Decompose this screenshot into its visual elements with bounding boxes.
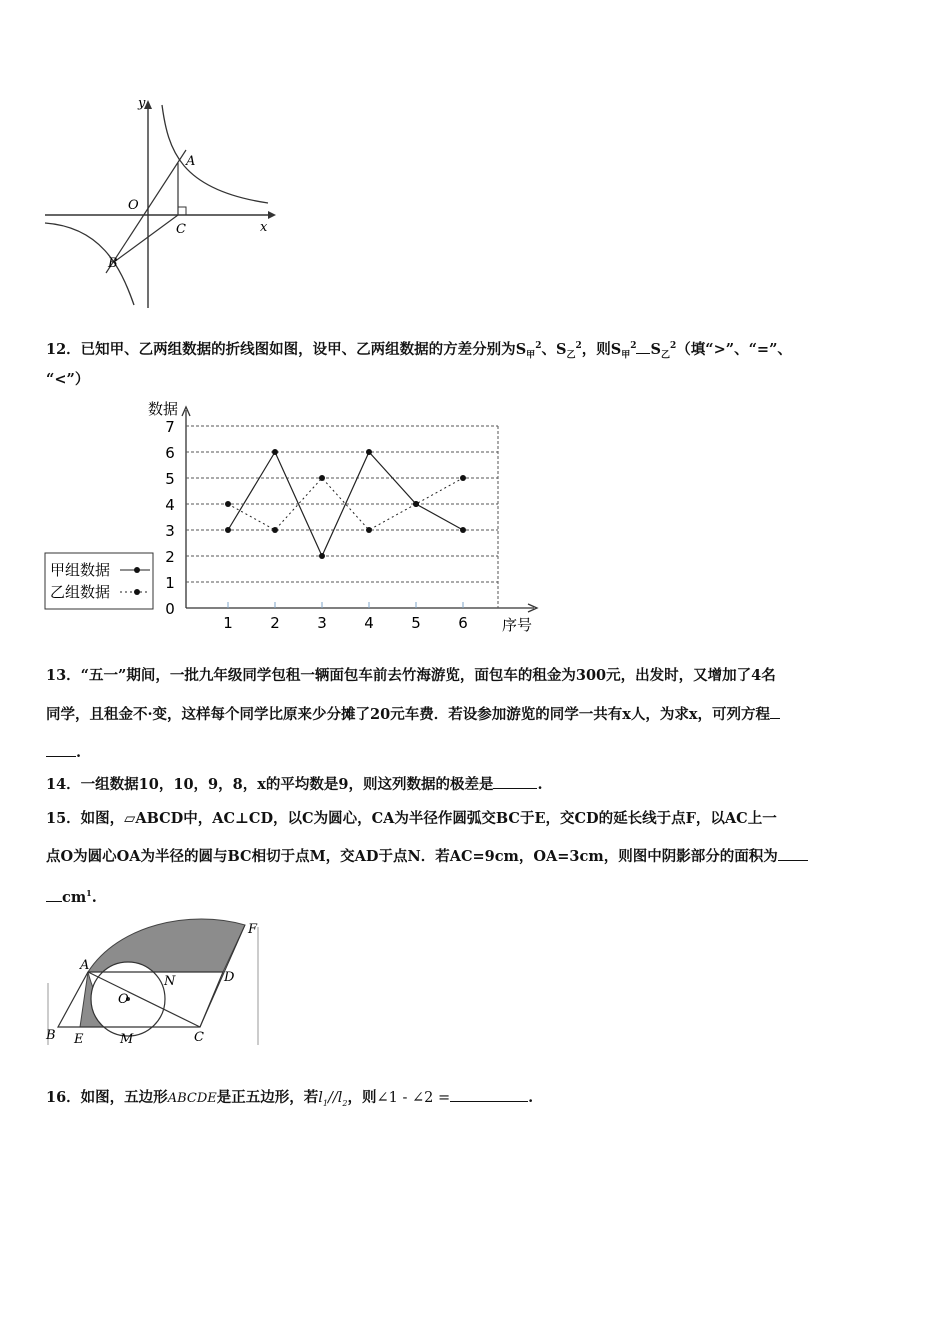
label-B: B bbox=[46, 1028, 56, 1043]
q14-end: . bbox=[537, 776, 543, 793]
legend-marker-2 bbox=[134, 589, 140, 595]
data-point-series-1 bbox=[460, 527, 466, 533]
q13-answer-blank-b[interactable] bbox=[46, 742, 76, 757]
q13-end: . bbox=[76, 744, 82, 761]
shaded-sector bbox=[88, 919, 245, 972]
data-point-series-2 bbox=[460, 475, 466, 481]
legend-marker-1 bbox=[134, 567, 140, 573]
q12-sub-jia-2: 甲 bbox=[621, 350, 631, 361]
label-A: A bbox=[80, 958, 90, 973]
segment-BC bbox=[114, 215, 178, 262]
label-A: A bbox=[186, 154, 196, 169]
label-M: M bbox=[120, 1032, 134, 1047]
q12-sub-yi: 乙 bbox=[566, 350, 576, 361]
y-tick-label: 7 bbox=[165, 418, 175, 436]
y-axis-label: 数据 bbox=[148, 400, 179, 418]
q16-l2-sub: 2 bbox=[342, 1098, 348, 1108]
y-tick-label: 3 bbox=[165, 522, 175, 540]
parallelogram-figure bbox=[40, 905, 270, 1055]
label-O: O bbox=[118, 992, 129, 1007]
label-C: C bbox=[176, 222, 186, 237]
label-D: D bbox=[224, 970, 235, 985]
label-y: y bbox=[138, 96, 146, 111]
hyperbola-branch-lower bbox=[45, 223, 134, 305]
line-chart bbox=[40, 398, 550, 638]
q12-tail: （填“>”、“=”、 bbox=[676, 340, 792, 358]
question-15-line1: 15．如图，▱ABCD中，AC⊥CD，以C为圆心，CA为半径作圆弧交BC于E，交CD的延长线于点F，以AC上一 bbox=[46, 810, 777, 827]
y-tick-label: 4 bbox=[165, 496, 175, 514]
q12-sep: 、 bbox=[541, 340, 556, 358]
data-point-series-2 bbox=[225, 501, 231, 507]
q12-s-yi: S bbox=[555, 340, 567, 358]
label-E: E bbox=[74, 1032, 84, 1047]
q16-end: . bbox=[528, 1089, 534, 1106]
line-AB bbox=[106, 150, 186, 273]
question-13-line2 bbox=[46, 704, 780, 725]
q15-answer-blank-b[interactable] bbox=[46, 887, 62, 902]
x-axis-label: 序号 bbox=[502, 616, 533, 634]
q16-l1: l bbox=[318, 1090, 323, 1106]
label-B: B bbox=[108, 256, 118, 271]
q12-answer-blank[interactable] bbox=[636, 339, 650, 354]
q16-expr: ∠1 - ∠2 = bbox=[376, 1090, 451, 1106]
question-13-line3 bbox=[46, 742, 81, 763]
data-point-series-2 bbox=[413, 501, 419, 507]
q15-text: 点O为圆心OA为半径的圆与BC相切于点M，交AD于点N．若AC=9cm，OA=3cm，则图中阴影部分的面积为 bbox=[46, 848, 778, 865]
hyperbola-figure bbox=[40, 95, 280, 315]
data-point-series-2 bbox=[366, 527, 372, 533]
q15-answer-blank-a[interactable] bbox=[778, 846, 808, 861]
x-tick-label: 5 bbox=[411, 614, 421, 632]
legend-label-1: 甲组数据 bbox=[50, 561, 111, 579]
question-16 bbox=[46, 1087, 533, 1114]
label-C: C bbox=[194, 1030, 204, 1045]
y-tick-label: 6 bbox=[165, 444, 175, 462]
q16-mid: 是正五边形，若 bbox=[216, 1089, 319, 1106]
q12-s-yi-2: S bbox=[650, 340, 661, 358]
question-13-line1: 13．“五一”期间，一批九年级同学包租一辆面包车前去竹海游览，面包车的租金为300元，出发时，又增加了4名 bbox=[46, 667, 776, 684]
y-tick-label: 0 bbox=[165, 600, 175, 618]
data-point-series-1 bbox=[272, 449, 278, 455]
y-tick-label: 1 bbox=[165, 574, 175, 592]
q15-unit-sup: 1 bbox=[86, 888, 92, 898]
label-x: x bbox=[260, 220, 268, 235]
data-point-series-2 bbox=[319, 475, 325, 481]
x-tick-label: 4 bbox=[364, 614, 374, 632]
x-tick-label: 6 bbox=[458, 614, 468, 632]
right-angle-mark bbox=[178, 207, 186, 215]
data-point-series-1 bbox=[366, 449, 372, 455]
q12-sub-yi-2: 乙 bbox=[660, 350, 670, 361]
question-12-line2: “<”） bbox=[46, 371, 90, 388]
q16-prefix: 16．如图，五边形 bbox=[46, 1089, 168, 1106]
q16-parallel: // bbox=[327, 1090, 338, 1106]
data-point-series-1 bbox=[225, 527, 231, 533]
label-O: O bbox=[128, 198, 139, 213]
q12-s-jia: S bbox=[515, 340, 527, 358]
x-tick-label: 3 bbox=[317, 614, 327, 632]
q16-l1-sub: 1 bbox=[322, 1098, 328, 1108]
q16-l2: l bbox=[337, 1090, 343, 1106]
data-point-series-2 bbox=[272, 527, 278, 533]
question-14 bbox=[46, 774, 543, 795]
q12-sup-yi-2: 2 bbox=[669, 341, 677, 351]
q12-sub-jia: 甲 bbox=[526, 350, 536, 361]
x-axis-arrow bbox=[268, 211, 276, 219]
q16-answer-blank[interactable] bbox=[450, 1087, 528, 1102]
q16-pentagon: ABCDE bbox=[167, 1091, 217, 1106]
q12-text: 12．已知甲、乙两组数据的折线图如图，设甲、乙两组数据的方差分别为 bbox=[46, 340, 516, 358]
data-point-series-1 bbox=[319, 553, 325, 559]
q13-text: 同学，且租金不·变，这样每个同学比原来少分摊了20元车费．若设参加游览的同学一共有x人，为求x，可列方程 bbox=[46, 706, 771, 723]
q15-end: . bbox=[91, 888, 97, 906]
q14-text: 14．一组数据10，10，9，8，x的平均数是9，则这列数据的极差是 bbox=[46, 776, 494, 793]
q14-answer-blank[interactable] bbox=[493, 774, 537, 789]
question-15-line2 bbox=[46, 846, 808, 867]
q12-sup-jia-2: 2 bbox=[630, 341, 637, 351]
q12-sup-jia: 2 bbox=[535, 341, 542, 351]
label-F: F bbox=[248, 922, 258, 937]
question-12-line1 bbox=[46, 336, 792, 366]
q12-sup-yi: 2 bbox=[575, 341, 582, 351]
y-tick-label: 2 bbox=[165, 548, 175, 566]
y-tick-label: 5 bbox=[165, 470, 175, 488]
q12-mid: ，则 bbox=[581, 340, 611, 358]
q15-unit: cm bbox=[62, 888, 87, 906]
q13-answer-blank-a[interactable] bbox=[770, 704, 780, 719]
q16-mid2: ，则 bbox=[347, 1089, 377, 1106]
x-tick-label: 1 bbox=[223, 614, 233, 632]
x-tick-label: 2 bbox=[270, 614, 280, 632]
q12-s-jia-2: S bbox=[610, 340, 622, 358]
label-N: N bbox=[164, 974, 176, 989]
legend-label-2: 乙组数据 bbox=[50, 583, 111, 601]
